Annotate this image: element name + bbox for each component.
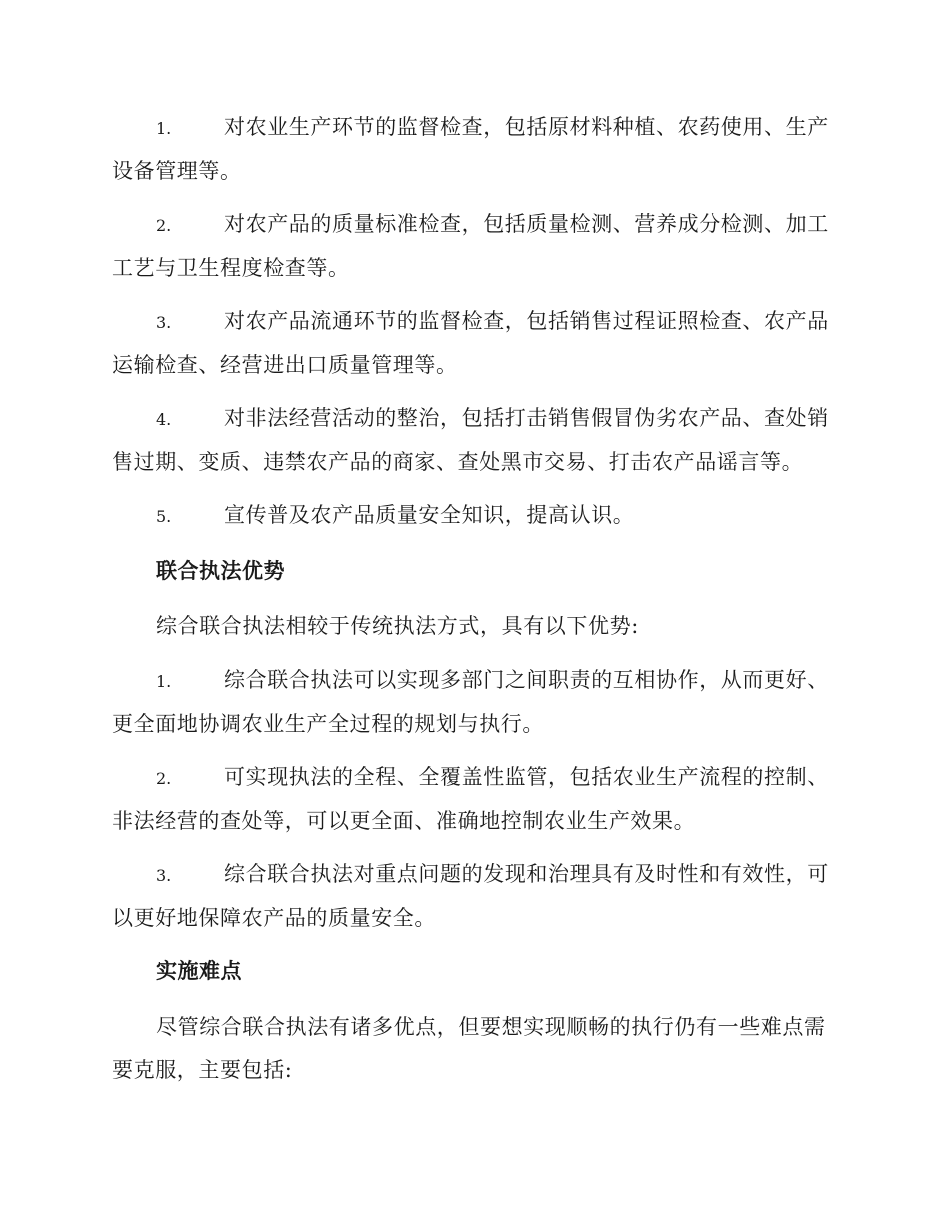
section-heading-difficulties: 实施难点	[156, 958, 242, 983]
list-number: 5.	[156, 507, 172, 526]
section-heading-advantages: 联合执法优势	[156, 558, 285, 583]
list-text: 宣传普及农产品质量安全知识，提高认识。	[224, 503, 635, 527]
list-item	[112, 203, 832, 290]
list-text: 对农产品流通环节的监督检查，包括销售过程证照检查、农产品运输检查、经营进出口质量管理等。	[112, 309, 829, 377]
advantages-intro-block	[112, 605, 832, 648]
list-item	[112, 659, 832, 746]
list-text: 综合联合执法可以实现多部门之间职责的互相协作，从而更好、更全面地协调农业生产全过程的规划与执行。	[112, 668, 829, 736]
list-item	[112, 397, 832, 484]
list-text: 可实现执法的全程、全覆盖性监管，包括农业生产流程的控制、非法经营的查处等，可以更全面、准确地控制农业生产效果。	[112, 765, 829, 833]
difficulties-intro-block	[112, 1006, 832, 1092]
list-number: 1.	[156, 672, 172, 691]
list-number: 1.	[156, 119, 172, 138]
list-text: 对农业生产环节的监督检查，包括原材料种植、农药使用、生产设备管理等。	[112, 115, 829, 183]
difficulties-intro: 尽管综合联合执法有诸多优点，但要想实现顺畅的执行仍有一些难点需要克服，主要包括:	[112, 1015, 826, 1082]
list-item	[112, 756, 832, 843]
list-text: 对非法经营活动的整治，包括打击销售假冒伪劣农产品、查处销售过期、变质、违禁农产品的商家、查处黑市交易、打击农产品谣言等。	[112, 406, 829, 474]
list-number: 3.	[156, 866, 172, 885]
list-number: 2.	[156, 216, 172, 235]
list-item	[112, 853, 832, 940]
advantages-intro: 综合联合执法相较于传统执法方式，具有以下优势:	[156, 614, 639, 638]
list-number: 4.	[156, 410, 172, 429]
list-item	[112, 300, 832, 387]
list-text: 综合联合执法对重点问题的发现和治理具有及时性和有效性，可以更好地保障农产品的质量安全。	[112, 862, 829, 930]
list-number: 2.	[156, 769, 172, 788]
list-number: 3.	[156, 313, 172, 332]
list-text: 对农产品的质量标准检查，包括质量检测、营养成分检测、加工工艺与卫生程度检查等。	[112, 212, 829, 280]
list-item	[112, 106, 832, 193]
list-item	[112, 494, 832, 538]
